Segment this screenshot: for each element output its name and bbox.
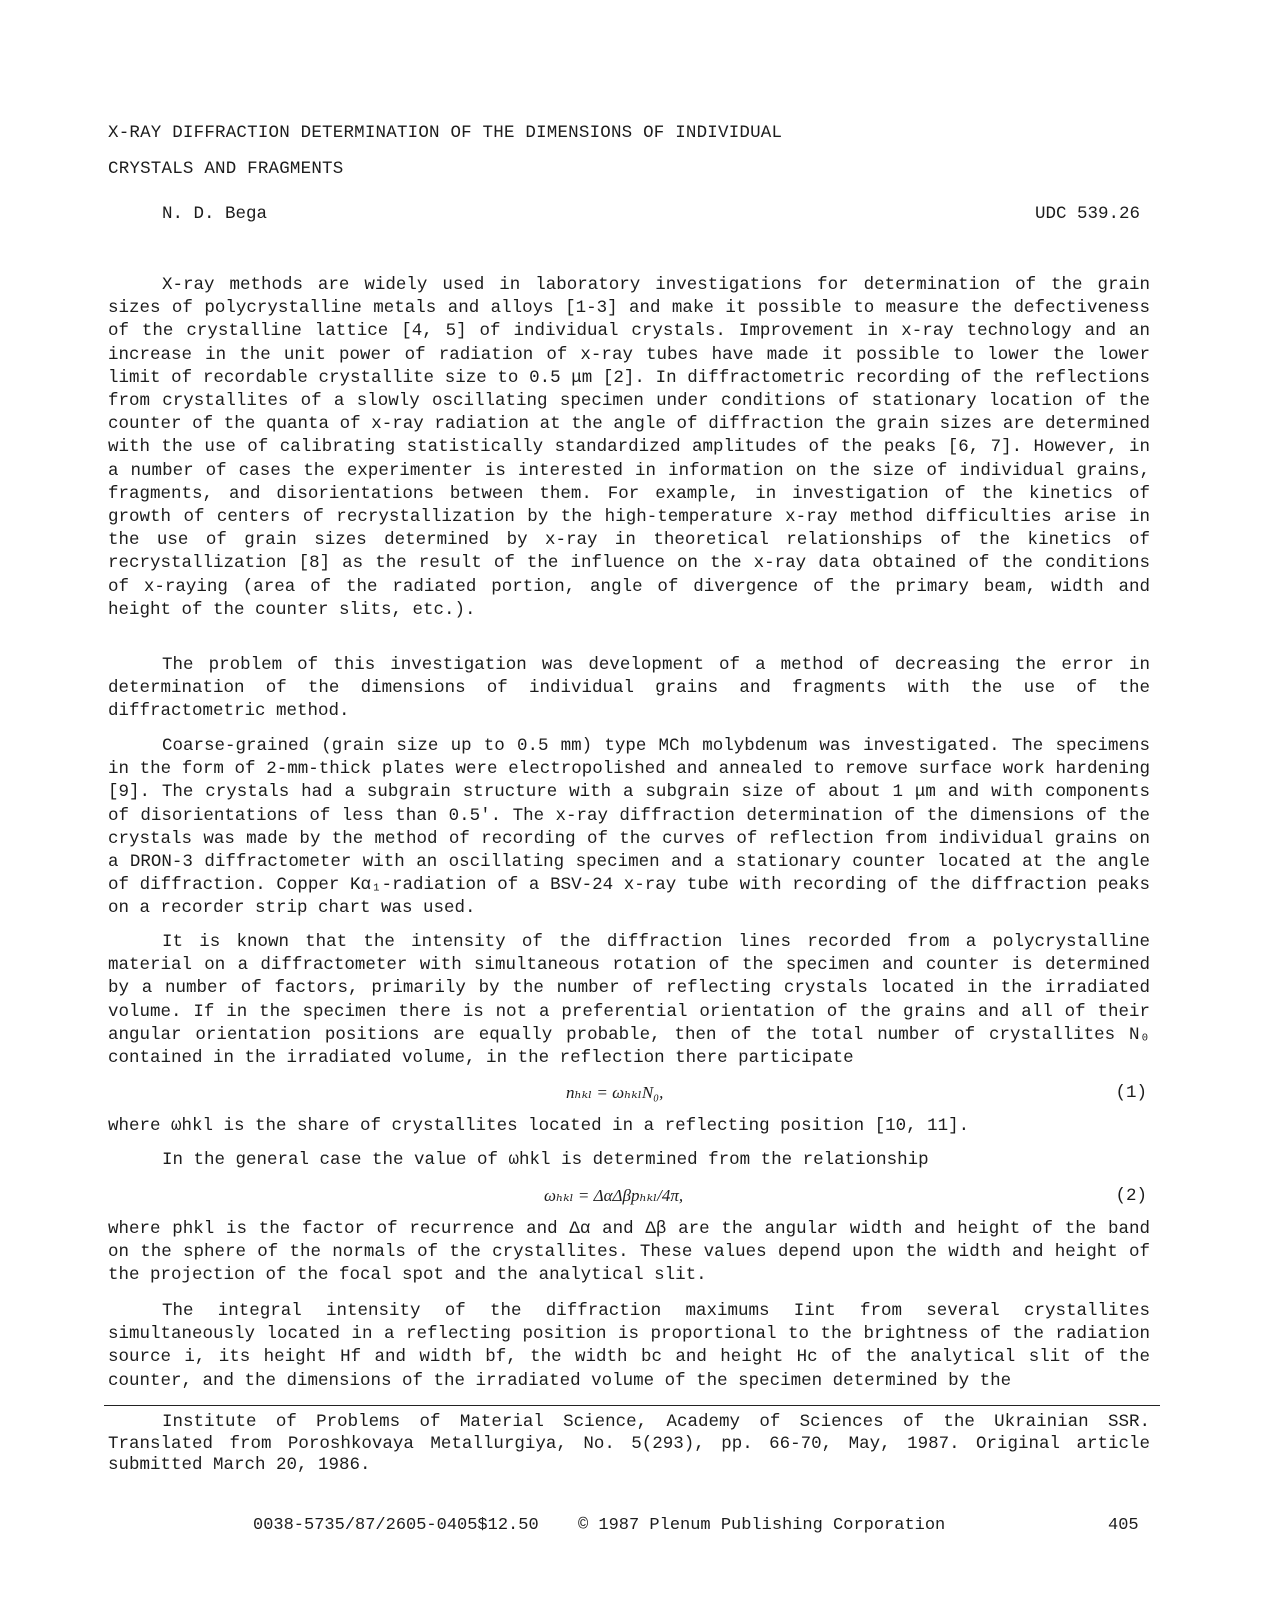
equation-2-number: (2) [1115,1186,1147,1206]
title-line-2: CRYSTALS AND FRAGMENTS [108,159,344,179]
equation-2: ωₕₖₗ = ΔαΔβpₕₖₗ/4π, [544,1186,684,1205]
udc-code: UDC 539.26 [1034,204,1140,224]
author: N. D. Bega [162,204,268,224]
article-code: 0038-5735/87/2605-0405$12.50 [253,1516,539,1535]
footnote-divider [104,1405,1160,1406]
paragraph-recurrence: where phkl is the factor of recurrence and Δα and Δβ are the angular width and height of the band on the sphere of the normals of the crystallites. These values depend upon the width and height of the projection of the focal spot and the analytical slit. [108,1219,1150,1286]
footnote: Institute of Problems of Material Science, Academy of Sciences of the Ukrainian SSR. Translated from Poroshkovaya Metallurgiya, No. 5(293), pp. 66-70, May, 1987. Original article submitted March 20, 1986. [108,1412,1150,1475]
paragraph-method: Coarse-grained (grain size up to 0.5 mm) type MCh molybdenum was investigated. The specimens in the form of 2-mm-thick plates were electropolished and annealed to remove surface work hardening [9]. The crystals had a subgrain structure with a subgrain size of about 1 μm and with components of disorientations of less than 0.5'. The x-ray diffraction determination of the dimensions of the crystals was made by the method of recording of the curves of reflection from individual grains on a DRON-3 diffractometer with an oscillating specimen and a stationary counter located at the angle of diffraction. Copper Kα₁-radiation of a BSV-24 x-ray tube with recording of the diffraction peaks on a recorder strip chart was used. [108,736,1150,919]
paragraph-intensity: It is known that the intensity of the diffraction lines recorded from a polycrystalline material on a diffractometer with simultaneous rotation of the specimen and counter is determined by a number of factors, primarily by the number of reflecting crystals located in the irradiated volume. If in the specimen there is not a preferential orientation of the grains and all of their angular orientation positions are equally probable, then of the total number of crystallites N₀ contained in the irradiated volume, in the reflection there participate [108,932,1150,1069]
page-number: 405 [1108,1516,1139,1535]
equation-1-number: (1) [1115,1083,1147,1103]
paragraph-integral-intensity: The integral intensity of the diffraction maximums Iint from several crystallites simultaneously located in a reflecting position is proportional to the brightness of the radiation source i, its height Hf and width bf, the width bc and height Hc of the analytical slit of the counter, and the dimensions of the irradiated volume of the specimen determined by the [108,1301,1150,1391]
text-general-case: In the general case the value of ωhkl is determined from the relationship [162,1150,929,1170]
text-after-equation-1: where ωhkl is the share of crystallites located in a reflecting position [10, 11]. [108,1116,970,1136]
paragraph-intro: X-ray methods are widely used in laboratory investigations for determination of the grain sizes of polycrystalline metals and alloys [1-3] and make it possible to measure the defectiveness of the crystalline lattice [4, 5] of individual crystals. Improvement in x-ray technology and an increase in the unit power of radiation of x-ray tubes have made it possible to lower the lower limit of recordable crystallite size to 0.5 μm [2]. In diffractometric recording of the reflections from crystallites of a slowly oscillating specimen under conditions of stationary location of the counter of the quanta of x-ray radiation at the angle of diffraction the grain sizes are determined with the use of calibrating statistically standardized amplitudes of the peaks [6, 7]. However, in a number of cases the experimenter is interested in information on the size of individual grains, fragments, and disorientations between them. For example, in investigation of the kinetics of growth of centers of recrystallization by the high-temperature x-ray method difficulties arise in the use of grain sizes determined by x-ray in theoretical relationships of the kinetics of recrystallization [8] as the result of the influence on the x-ray data obtained of the conditions of x-raying (area of the radiated portion, angle of divergence of the primary beam, width and height of the counter slits, etc.). [108,275,1150,620]
equation-1: nₕₖₗ = ωₕₖₗN₀, [566,1083,664,1102]
title-line-1: X-RAY DIFFRACTION DETERMINATION OF THE DIMENSIONS OF INDIVIDUAL [108,123,783,143]
copyright: © 1987 Plenum Publishing Corporation [578,1516,946,1535]
paragraph-problem: The problem of this investigation was development of a method of decreasing the error in determination of the dimensions of individual grains and fragments with the use of the diffractometric method. [108,655,1150,722]
